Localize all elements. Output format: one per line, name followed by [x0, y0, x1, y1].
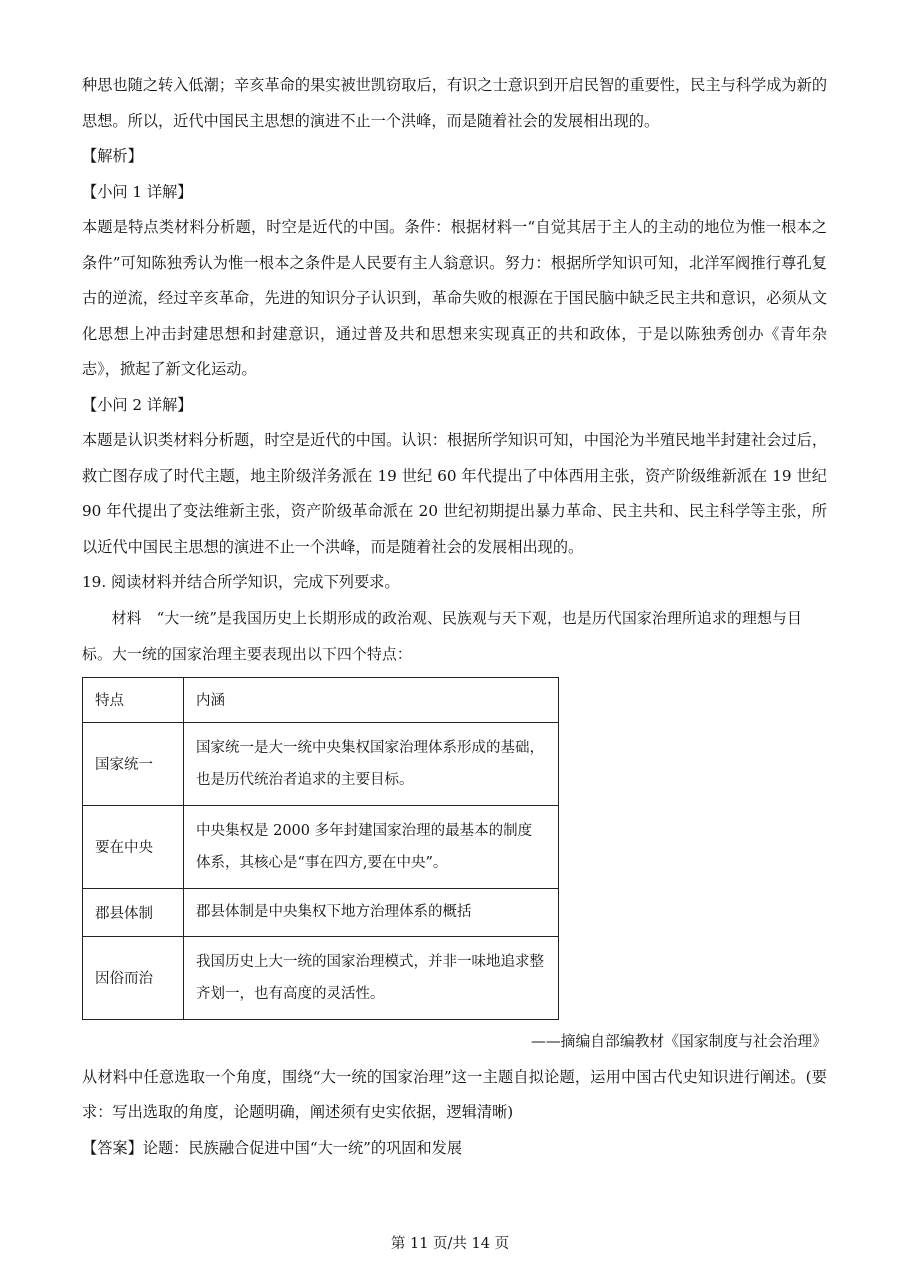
feature-meaning-cell [184, 936, 559, 1019]
feature-meaning-text: 国家统一是大一统中央集权国家治理体系形成的基础，也是历代统治者追求的主要目标。 [196, 739, 544, 788]
features-table [82, 677, 559, 1020]
answer-line [82, 1131, 827, 1167]
analysis-heading: 【解析】 [82, 147, 143, 165]
page-footer: 第 11 页/共 14 页 [390, 1236, 510, 1252]
question-prompt: 从材料中任意选取一个角度，围绕“大一统的国家治理”这一主题自拟论题，运用中国古代史知识进行阐述。(要求：写出选取的角度，论题明确，阐述须有史实依据，逻辑清晰) [82, 1067, 827, 1121]
answer-label: 【答案】 [82, 1138, 143, 1157]
q1-heading: 【小问 1 详解】 [82, 182, 193, 201]
feature-meaning-text: 郡县体制是中央集权下地方治理体系的概括 [196, 904, 472, 920]
feature-name-cell: 郡县体制 [83, 888, 184, 936]
feature-meaning-cell [184, 722, 559, 805]
answer-text: 论题：民族融合促进中国“大一统”的巩固和发展 [142, 1138, 463, 1157]
table-row [83, 888, 559, 936]
table-header-row [83, 677, 559, 722]
question-19-title: 19. 阅读材料并结合所学知识，完成下列要求。 [82, 573, 400, 591]
feature-meaning-cell [184, 805, 559, 888]
feature-meaning-text: 中央集权是 2000 多年封建国家治理的最基本的制度体系，其核心是“事在四方,要在中央”。 [196, 822, 533, 871]
table-header-cell: 特点 [83, 677, 184, 722]
feature-meaning-cell [184, 888, 559, 936]
material-source: ——摘编自部编教材《国家制度与社会治理》 [531, 1032, 827, 1050]
material-text: 材料 “大一统”是我国历史上长期形成的政治观、民族观与天下观，也是历代国家治理所追求的理想与目标。大一统的国家治理主要表现出以下四个特点： [82, 609, 802, 663]
q1-explanation: 本题是特点类材料分析题，时空是近代的中国。条件：根据材料一“自觉其居于主人的主动的地位为惟一根本之条件”可知陈独秀认为惟一根本之条件是人民要有主人翁意识。努力：根据所学知识可知，北洋军阀推行尊孔复古的逆流，经过辛亥革命，先进的知识分子认识到，革命失败的根源在于国民脑中缺乏民主共和意识，必须从文化思想上冲击封建思想和封建意识，通过普及共和思想来实现真正的共和政体，于是以陈独秀创办《青年杂志》，掀起了新文化运动。 [82, 218, 827, 378]
table-row [83, 936, 559, 1019]
table-header-cell: 内涵 [184, 677, 559, 722]
feature-name-cell: 要在中央 [83, 805, 184, 888]
q2-heading: 【小问 2 详解】 [82, 395, 193, 414]
paragraph-continuation: 种思也随之转入低潮；辛亥革命的果实被世凯窃取后，有识之士意识到开启民智的重要性，民主与科学成为新的思想。所以，近代中国民主思想的演进不止一个洪峰，而是随着社会的发展相出现的。 [82, 76, 827, 130]
document-page [82, 68, 827, 1166]
table-row [83, 722, 559, 805]
feature-name-cell: 国家统一 [83, 722, 184, 805]
q2-explanation: 本题是认识类材料分析题，时空是近代的中国。认识：根据所学知识可知，中国沦为半殖民地半封建社会过后，救亡图存成了时代主题，地主阶级洋务派在 19 世纪 60 年代提出了中体西用主张，资产阶级维新派在 19 世纪 90 年代提出了变法维新主张，资产阶级革命派在 20 世纪初期提出暴力革命、民主共和、民主科学等主张，所以近代中国民主思想的演进不止一个洪峰，而是随着社会的发展相出现的。 [82, 431, 827, 556]
table-row [83, 805, 559, 888]
feature-name-cell: 因俗而治 [83, 936, 184, 1019]
feature-meaning-text: 我国历史上大一统的国家治理模式，并非一味地追求整齐划一，也有高度的灵活性。 [196, 953, 544, 1002]
